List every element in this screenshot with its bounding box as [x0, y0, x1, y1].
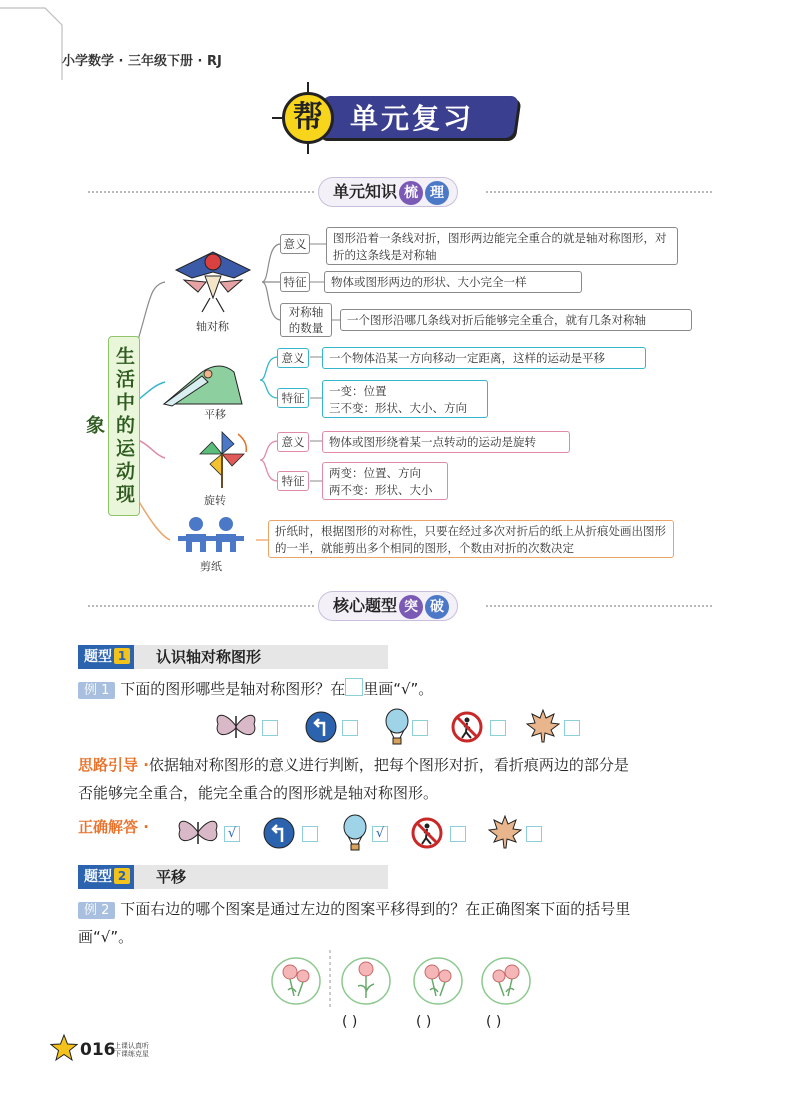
example-question — [78, 676, 433, 704]
section-circle: 理 — [425, 181, 449, 205]
butterfly-icon — [176, 816, 220, 848]
branch-caption: 剪纸 — [200, 560, 222, 573]
kite-icon — [172, 248, 254, 314]
butterfly-icon — [214, 710, 258, 742]
tag-feature: 特征 — [280, 272, 310, 292]
feature-text: 物体或图形两边的形状、大小完全一样 — [324, 271, 582, 293]
paper-cut-people-icon — [178, 516, 244, 556]
answer-label: 正确解答 · — [78, 818, 149, 836]
answer-checkbox[interactable] — [412, 720, 428, 736]
guide-paragraph — [78, 752, 728, 778]
answer-parentheses[interactable]: ( ) — [416, 1014, 432, 1030]
page-number: 016 — [80, 1040, 116, 1060]
type-label — [78, 865, 134, 889]
type-label — [78, 645, 134, 669]
answer-checkbox[interactable] — [302, 826, 318, 842]
left-turn-sign-icon — [304, 710, 338, 744]
paper-cut-text: 折纸时，根据图形的对称性，只要在经过多次对折后的纸上从折痕处画出图形的一半，就能剪出多个相同的图形，个数由对折的次数决定 — [268, 520, 674, 558]
answer-checkbox[interactable] — [262, 720, 278, 736]
tag-feature: 特征 — [277, 471, 309, 491]
mascot-star-icon — [50, 1034, 78, 1062]
guide-label: 思路引导 · — [78, 756, 149, 774]
question-text: 画“√”。 — [78, 928, 134, 946]
section-circle: 破 — [425, 595, 449, 619]
type-label-text: 题型 — [84, 649, 112, 665]
feature-line: 两不变：形状、大小 — [329, 483, 433, 497]
flower-pattern-rotated-icon — [340, 956, 392, 1006]
feature-line: 两变：位置、方向 — [329, 466, 421, 480]
slogan-line: 上课认真听 — [114, 1042, 149, 1050]
tag-axis-count: 对称轴的数量 — [280, 303, 332, 337]
section-title-text: 单元知识 — [333, 182, 398, 201]
answer-parentheses[interactable]: ( ) — [486, 1014, 502, 1030]
slogan-line: 下课练克星 — [114, 1050, 149, 1058]
maple-leaf-icon — [488, 814, 522, 850]
type-title: 平移 — [156, 868, 187, 886]
branch-caption: 轴对称 — [196, 320, 229, 333]
mindmap-root: 生活中的运动现象 — [108, 336, 140, 516]
flower-pattern-candidate-icon — [412, 956, 464, 1006]
section-circle: 梳 — [399, 181, 423, 205]
section-divider — [88, 605, 314, 607]
section-title-core — [318, 591, 458, 621]
tag-meaning: 意义 — [277, 348, 309, 368]
guide-paragraph: 否能够完全重合，能完全重合的图形就是轴对称图形。 — [78, 784, 439, 802]
banner-title: 单元复习 — [350, 102, 475, 135]
guide-text: 依据轴对称图形的意义进行判断，把每个图形对折，看折痕两边的部分是 — [148, 756, 629, 774]
example-tag: 例 1 — [78, 682, 115, 699]
answer-checkbox[interactable] — [342, 720, 358, 736]
no-pedestrian-sign-icon — [450, 710, 484, 744]
answer-parentheses[interactable]: ( ) — [342, 1014, 358, 1030]
answer-checkbox[interactable] — [564, 720, 580, 736]
feature-text — [322, 380, 488, 418]
axis-count-text: 一个图形沿哪几条线对折后能够完全重合，就有几条对称轴 — [340, 309, 692, 331]
flower-pattern-original-icon — [270, 956, 322, 1006]
slide-icon — [162, 358, 244, 408]
section-circle: 突 — [399, 595, 423, 619]
no-pedestrian-sign-icon — [410, 816, 444, 850]
banner-badge: 帮 — [282, 92, 334, 144]
type-label-text: 题型 — [84, 869, 112, 885]
tag-meaning: 意义 — [277, 432, 309, 452]
answer-box-sample — [345, 678, 363, 696]
hot-air-balloon-icon — [342, 814, 368, 852]
type-title: 认识轴对称图形 — [156, 648, 262, 666]
definition-text: 一个物体沿某一方向移动一定距离，这样的运动是平移 — [322, 347, 646, 369]
section-divider — [486, 605, 712, 607]
example-tag: 例 2 — [78, 902, 115, 919]
answer-checkbox[interactable] — [526, 826, 542, 842]
definition-text: 物体或图形绕着某一点转动的运动是旋转 — [322, 431, 570, 453]
answer-checkbox[interactable] — [490, 720, 506, 736]
type-number: 2 — [114, 868, 130, 884]
question-text: 下面的图形哪些是轴对称图形？在 — [120, 680, 346, 698]
answer-checkbox[interactable]: √ — [224, 826, 240, 842]
hot-air-balloon-icon — [384, 708, 410, 746]
question-text: 里画“√”。 — [363, 680, 434, 698]
branch-caption: 旋转 — [204, 494, 226, 507]
branch-caption: 平移 — [204, 408, 226, 421]
left-turn-sign-icon — [262, 816, 296, 850]
flower-pattern-mirrored-icon — [480, 956, 532, 1006]
book-title: 小学数学 · 三年级下册 · RJ — [62, 54, 222, 69]
footer-slogan — [114, 1042, 149, 1058]
section-title-text: 核心题型 — [333, 596, 398, 615]
feature-line: 一变：位置 — [329, 384, 387, 398]
question-text: 下面右边的哪个图案是通过左边的图案平移得到的？在正确图案下面的括号里 — [120, 900, 631, 918]
feature-text — [322, 462, 448, 500]
answer-checkbox[interactable]: √ — [372, 826, 388, 842]
type-number: 1 — [114, 648, 130, 664]
divider-line-icon — [329, 950, 331, 1010]
example-question — [78, 896, 728, 924]
tag-feature: 特征 — [277, 388, 309, 408]
tag-meaning: 意义 — [280, 234, 310, 254]
definition-text: 图形沿着一条线对折，图形两边能完全重合的就是轴对称图形，对折的这条线是对称轴 — [326, 227, 678, 265]
maple-leaf-icon — [526, 708, 560, 744]
pinwheel-icon — [194, 428, 250, 488]
answer-checkbox[interactable] — [450, 826, 466, 842]
feature-line: 三不变：形状、大小、方向 — [329, 401, 467, 415]
